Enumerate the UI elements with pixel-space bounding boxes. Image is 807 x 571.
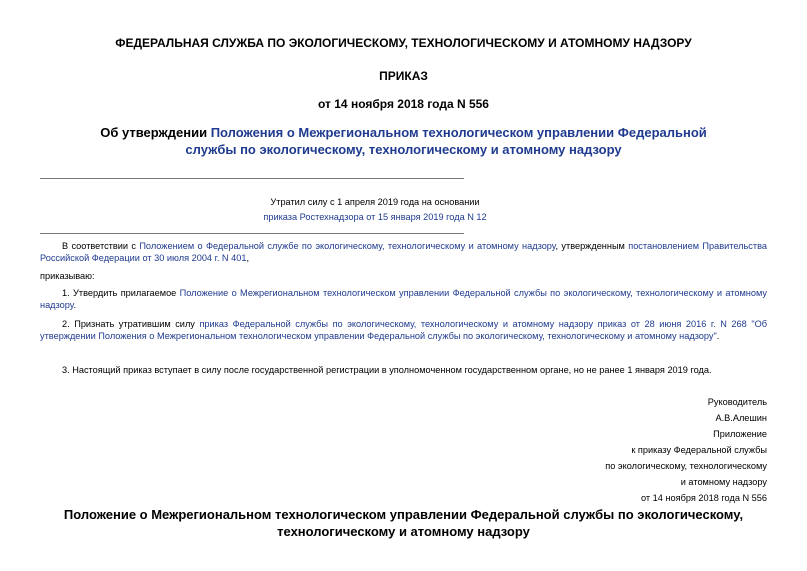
regulation-title-line-2: технологическому и атомному надзору — [277, 524, 530, 539]
divider-bottom — [40, 233, 464, 234]
preamble-suffix: , — [246, 253, 250, 263]
appendix-line-3: и атомному надзору — [680, 477, 767, 487]
item-1-suffix: . — [73, 300, 77, 310]
preamble-prefix: В соответствии с — [62, 241, 140, 251]
title-link[interactable]: Положения о Межрегиональном технологическом управлении Федеральной службы по экологическому, технологическому и атомному надзору — [185, 125, 707, 157]
divider-top — [40, 178, 464, 179]
item-3 — [40, 364, 767, 376]
document-type: ПРИКАЗ — [379, 69, 428, 83]
item-2-link[interactable]: приказ Федеральной службы по экологическому, технологическому и атомному надзору приказ от 28 июня 2016 г. N 268 "Об утверждении Положения о Межрегиональном технологическом управлении Федеральной службы по экологическому, технологическому и атомному надзору" — [40, 319, 767, 341]
preamble-link-decree[interactable]: постановлением Правительства Российской Федерации от 30 июля 2004 г. N 401 — [40, 241, 767, 263]
appendix-line-4: от 14 ноября 2018 года N 556 — [641, 493, 767, 503]
preamble-link-regulation[interactable]: Положением о Федеральной службе по экологическому, технологическому и атомному надзору — [139, 241, 556, 251]
item-1-link[interactable]: Положение о Межрегиональном технологическом управлении Федеральной службы по экологическому, технологическому и атомному надзору — [40, 288, 768, 310]
signature-name: А.В.Алешин — [715, 413, 767, 423]
regulation-title-line-1: Положение о Межрегиональном технологическом управлении Федеральной службы по экологическому, — [63, 507, 744, 522]
order-word: приказываю: — [40, 271, 95, 281]
appendix-label: Приложение — [713, 429, 767, 439]
item-2 — [40, 318, 767, 342]
item-1-prefix: 1. Утвердить прилагаемое — [62, 288, 180, 298]
appendix-line-2: по экологическому, технологическому — [605, 461, 767, 471]
status-link[interactable]: приказа Ростехнадзора от 15 января 2019 года N 12 — [263, 212, 487, 222]
item-2-prefix: 2. Признать утратившим силу — [62, 319, 200, 329]
item-1 — [40, 287, 767, 311]
appendix-line-1: к приказу Федеральной службы — [631, 445, 767, 455]
signature-position: Руководитель — [707, 397, 767, 407]
document-date: от 14 ноября 2018 года N 556 — [318, 97, 489, 111]
title-prefix: Об утверждении — [100, 125, 211, 140]
agency-heading: ФЕДЕРАЛЬНАЯ СЛУЖБА ПО ЭКОЛОГИЧЕСКОМУ, ТЕХНОЛОГИЧЕСКОМУ И АТОМНОМУ НАДЗОРУ — [115, 36, 692, 50]
status-line-1: Утратил силу с 1 апреля 2019 года на основании — [270, 197, 480, 207]
preamble-paragraph — [40, 240, 767, 264]
item-3-text: 3. Настоящий приказ вступает в силу после государственной регистрации в уполномоченном государственном органе, но не ранее 1 января 2019 года. — [62, 365, 712, 375]
document-title — [90, 124, 717, 158]
item-2-suffix: . — [716, 331, 720, 341]
preamble-mid: , утвержденным — [555, 241, 629, 251]
